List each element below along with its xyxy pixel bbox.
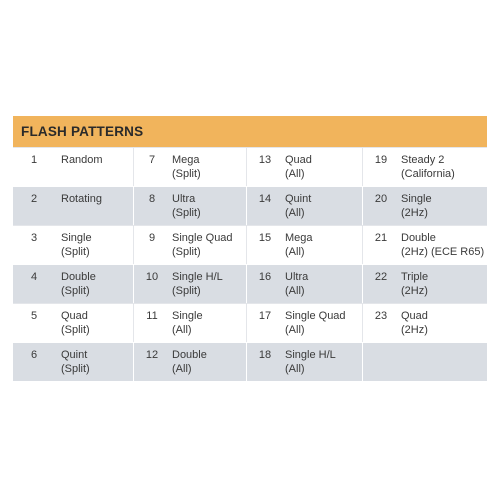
table-title: FLASH PATTERNS [13, 116, 487, 147]
pattern-label: Single (Split) [61, 232, 92, 258]
table-cell [13, 225, 133, 264]
pattern-label: Ultra (Split) [172, 193, 201, 219]
table-cell [133, 147, 246, 186]
table-cell [246, 225, 362, 264]
table-row [13, 225, 487, 264]
table-cell [13, 147, 133, 186]
pattern-label: Ultra (All) [285, 271, 309, 297]
table-cell [362, 147, 487, 186]
pattern-number: 14 [258, 193, 272, 205]
pattern-label: Double (All) [172, 349, 207, 375]
table-cell [133, 186, 246, 225]
table-cell [13, 264, 133, 303]
pattern-number: 2 [30, 193, 38, 205]
pattern-number: 1 [30, 154, 38, 166]
flash-patterns-table [13, 116, 487, 382]
pattern-label: Single H/L (Split) [172, 271, 223, 297]
pattern-grid [13, 147, 487, 382]
pattern-number: 15 [258, 232, 272, 244]
pattern-label: Single H/L (All) [285, 349, 336, 375]
table-row [13, 264, 487, 303]
pattern-label [399, 349, 487, 381]
table-cell [13, 342, 133, 381]
pattern-label: Double (Split) [61, 271, 96, 297]
pattern-label: Triple (2Hz) [401, 271, 429, 297]
pattern-label: Random [61, 154, 103, 166]
table-cell [246, 303, 362, 342]
pattern-number: 5 [30, 310, 38, 322]
pattern-number: 21 [374, 232, 388, 244]
pattern-number: 11 [146, 310, 158, 322]
table-cell [362, 186, 487, 225]
pattern-label: Quint (Split) [61, 349, 90, 375]
pattern-label: Single (All) [172, 310, 203, 336]
table-cell [246, 342, 362, 381]
pattern-number: 13 [258, 154, 272, 166]
pattern-label: Steady 2 (California) [401, 154, 455, 180]
table-cell [362, 303, 487, 342]
table-row [13, 342, 487, 381]
pattern-number: 3 [30, 232, 38, 244]
table-cell [362, 225, 487, 264]
pattern-number: 20 [374, 193, 388, 205]
table-cell [362, 264, 487, 303]
pattern-number: 19 [374, 154, 388, 166]
pattern-number: 7 [148, 154, 156, 166]
pattern-number: 10 [145, 271, 159, 283]
pattern-number: 8 [148, 193, 156, 205]
pattern-label: Single Quad (Split) [172, 232, 233, 258]
table-cell [133, 342, 246, 381]
table-cell [13, 303, 133, 342]
pattern-number: 22 [374, 271, 388, 283]
pattern-number: 16 [258, 271, 272, 283]
pattern-number: 17 [258, 310, 272, 322]
pattern-label: Rotating [61, 193, 102, 205]
table-cell [13, 186, 133, 225]
pattern-label: Quad (Split) [61, 310, 90, 336]
pattern-number [363, 349, 399, 381]
pattern-number: 18 [258, 349, 272, 361]
pattern-number: 4 [30, 271, 38, 283]
pattern-label: Single Quad (All) [285, 310, 346, 336]
pattern-number: 6 [30, 349, 38, 361]
pattern-label: Mega (All) [285, 232, 313, 258]
table-cell [133, 303, 246, 342]
table-cell [246, 186, 362, 225]
table-row [13, 147, 487, 186]
table-cell [133, 225, 246, 264]
pattern-number: 23 [374, 310, 388, 322]
table-row [13, 186, 487, 225]
pattern-label: Quad (2Hz) [401, 310, 428, 336]
pattern-label: Single (2Hz) [401, 193, 432, 219]
table-row [13, 303, 487, 342]
pattern-label: Quad (All) [285, 154, 312, 180]
table-cell [362, 342, 487, 381]
table-cell [246, 264, 362, 303]
pattern-number: 12 [145, 349, 159, 361]
pattern-label: Mega (Split) [172, 154, 201, 180]
pattern-number: 9 [148, 232, 156, 244]
pattern-label: Double (2Hz) (ECE R65) [401, 232, 485, 258]
table-cell [246, 147, 362, 186]
pattern-label: Quint (All) [285, 193, 312, 219]
table-cell [133, 264, 246, 303]
